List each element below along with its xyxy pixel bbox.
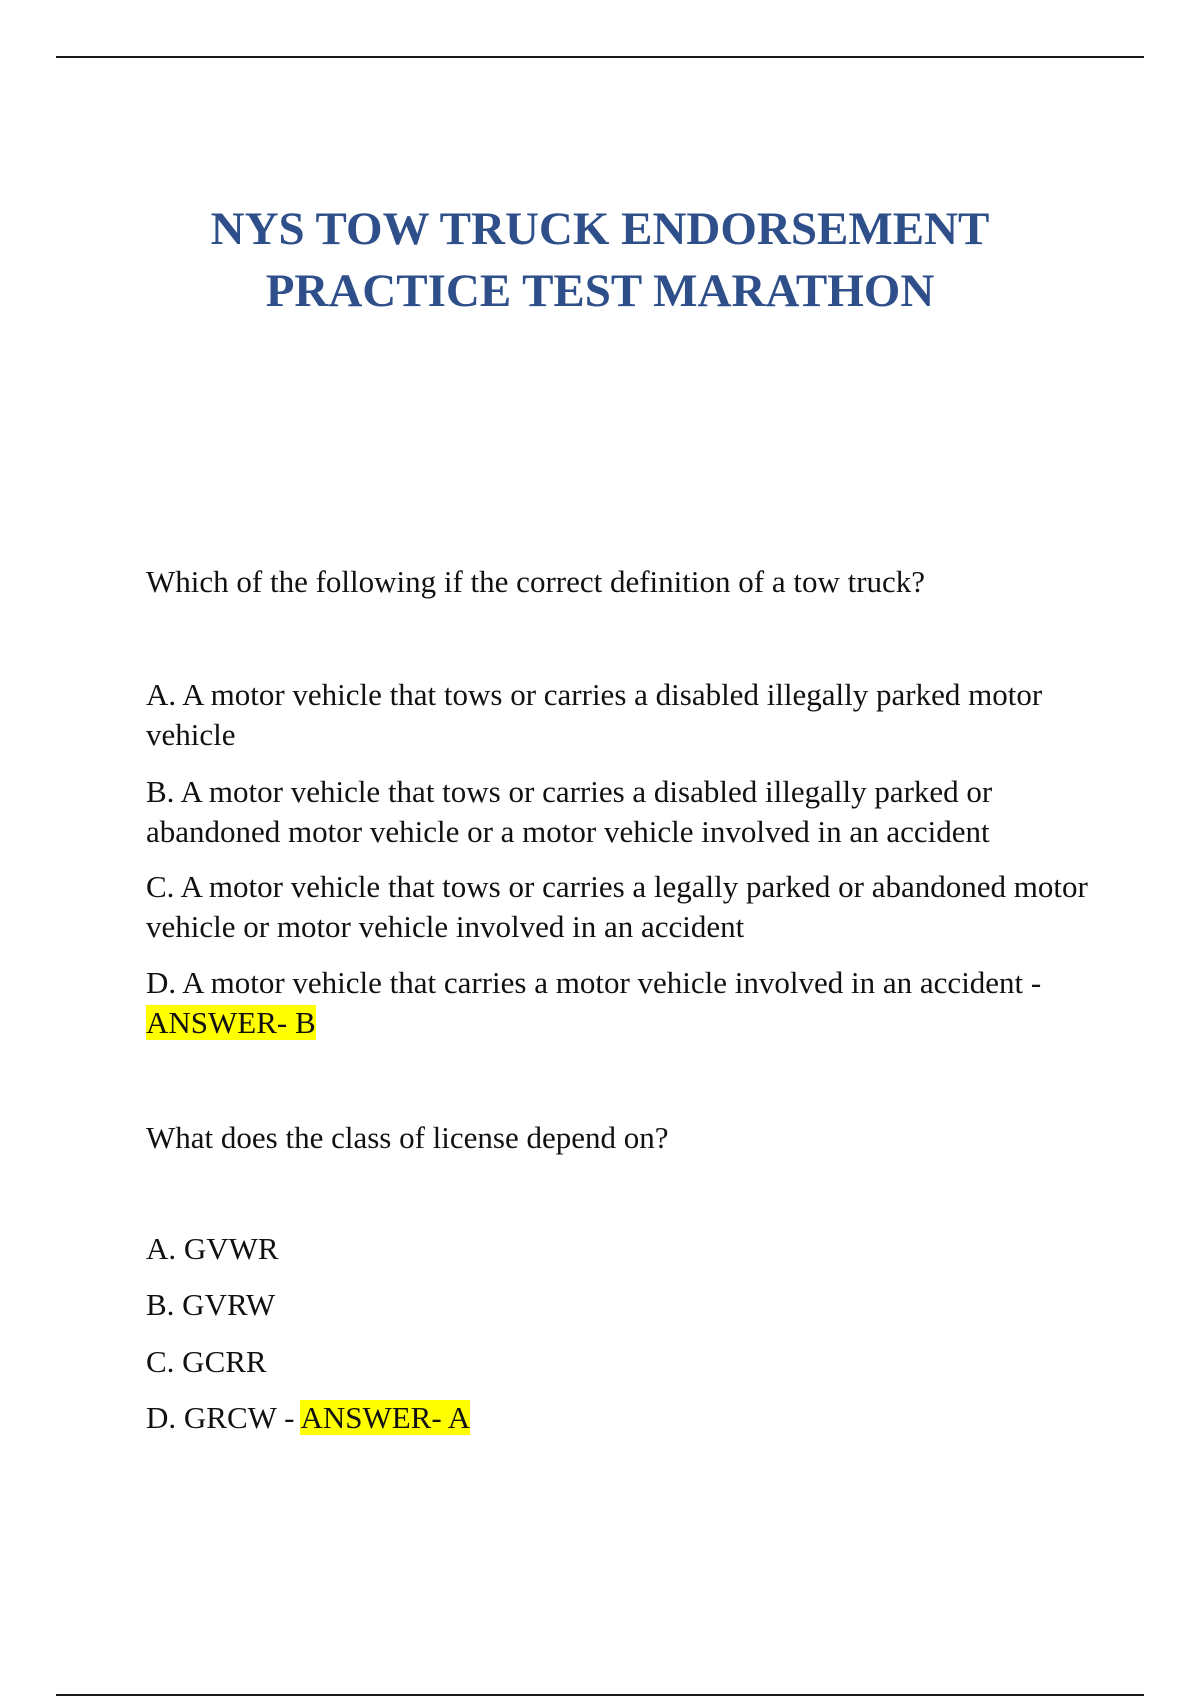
question-1-option-d-text: D. A motor vehicle that carries a motor vehicle involved in an accident - bbox=[146, 965, 1042, 1000]
header-rule bbox=[56, 56, 1144, 58]
title-line-2: PRACTICE TEST MARATHON bbox=[265, 265, 935, 317]
question-2-option-d bbox=[146, 1398, 1106, 1438]
question-2-option-c: C. GCRR bbox=[146, 1344, 267, 1379]
question-2-answer: ANSWER- A bbox=[300, 1400, 471, 1435]
footer-rule bbox=[56, 1694, 1144, 1696]
question-1-answer: ANSWER- B bbox=[146, 1005, 316, 1040]
question-1-option-b: B. A motor vehicle that tows or carries a disabled illegally parked or abandoned motor vehicle or a motor vehicle involved in an accident bbox=[146, 774, 993, 849]
page-title bbox=[60, 198, 1140, 322]
question-2-prompt: What does the class of license depend on? bbox=[146, 1120, 669, 1155]
question-2-option-a: A. GVWR bbox=[146, 1231, 279, 1266]
question-1-option-c: C. A motor vehicle that tows or carries a legally parked or abandoned motor vehicle or motor vehicle involved in an accident bbox=[146, 869, 1088, 944]
question-1-option-d bbox=[146, 963, 1106, 1043]
question-1-prompt: Which of the following if the correct definition of a tow truck? bbox=[146, 564, 926, 599]
question-1-option-a: A. A motor vehicle that tows or carries a disabled illegally parked motor vehicle bbox=[146, 677, 1043, 752]
question-2-option-b: B. GVRW bbox=[146, 1287, 276, 1322]
question-2-option-d-text: D. GRCW - bbox=[146, 1400, 295, 1435]
title-line-1: NYS TOW TRUCK ENDORSEMENT bbox=[210, 203, 990, 255]
